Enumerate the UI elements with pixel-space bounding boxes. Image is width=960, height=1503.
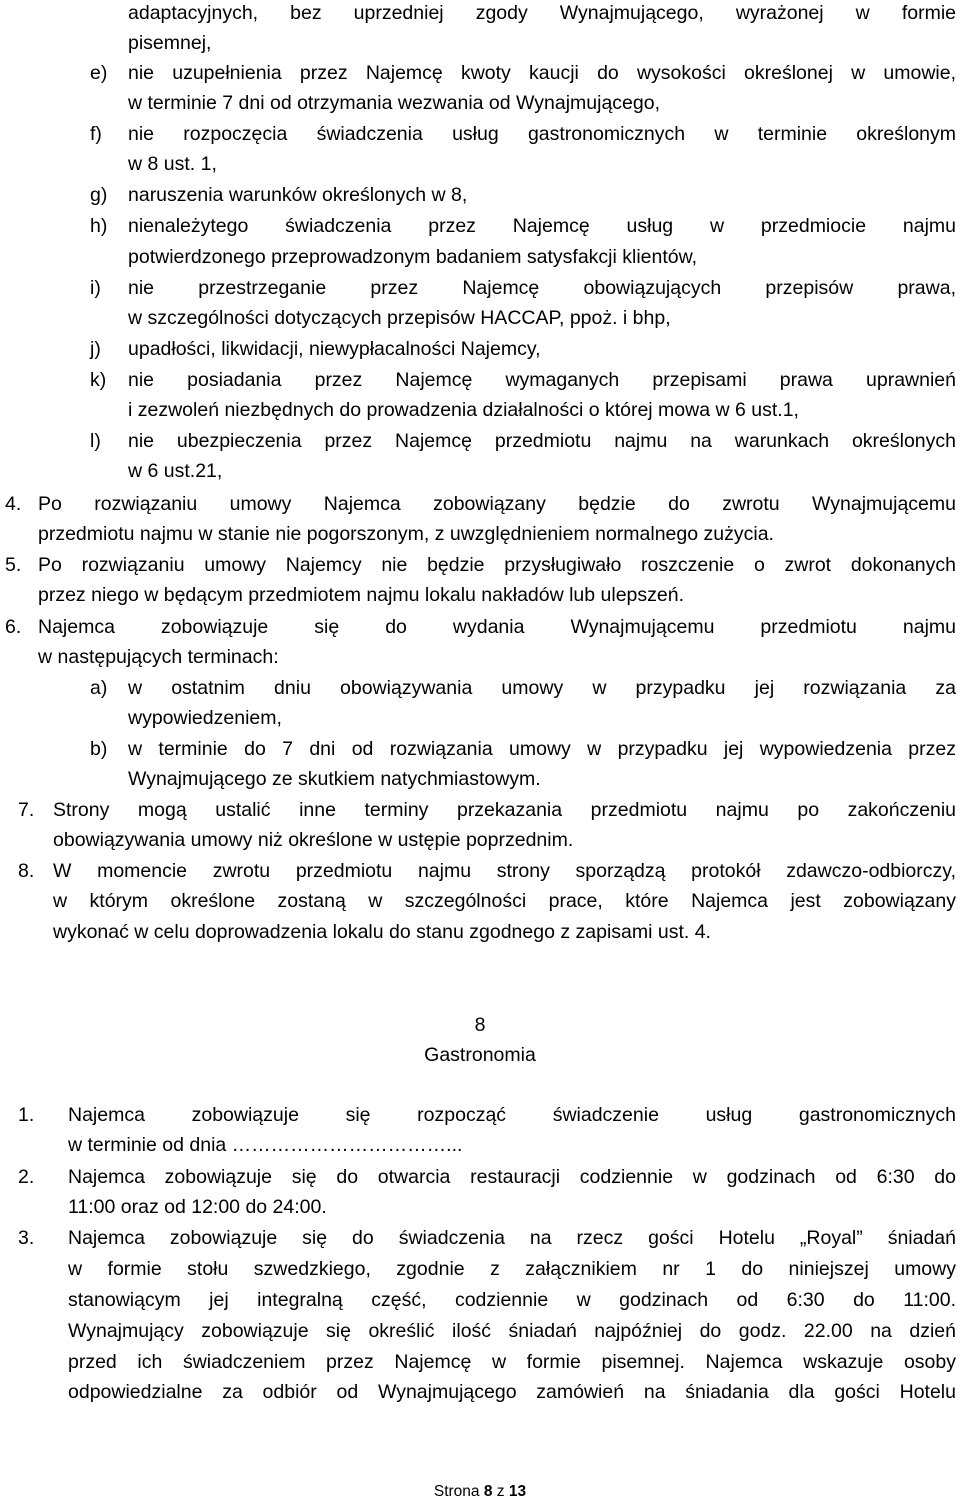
point-label: 6. — [5, 616, 22, 638]
point-label: 5. — [5, 554, 22, 576]
point-line: przed ich świadczeniem przez Najemcę w formie pisemnej. Najemca wskazuje osoby — [68, 1351, 956, 1373]
list-item-line: upadłości, likwidacji, niewypłacalności Najemcy, — [128, 338, 541, 360]
list-item-line: w 8 ust. 1, — [128, 153, 217, 175]
footer-prefix: Strona — [433, 1483, 484, 1500]
footer-page-total: 13 — [508, 1483, 527, 1500]
point-line: odpowiedzialne za odbiór od Wynajmującego zamówień na śniadania dla gości Hotelu — [68, 1381, 956, 1403]
point-line: stanowiącym jej integralną część, codziennie w godzinach od 6:30 do 11:00. — [68, 1289, 956, 1311]
footer-page-number: 8 — [483, 1483, 493, 1500]
list-item-line: nie przestrzeganie przez Najemcę obowiązujących przepisów prawa, — [128, 277, 956, 299]
list-item-line: nienależytego świadczenia przez Najemcę usług w przedmiocie najmu — [128, 215, 956, 237]
point-label: 2. — [18, 1166, 35, 1188]
section-number: 8 — [474, 1014, 486, 1036]
sub-line: w ostatnim dniu obowiązywania umowy w przypadku jej rozwiązania za — [128, 677, 956, 699]
point-line: wykonać w celu doprowadzenia lokalu do stanu zgodnego z zapisami ust. 4. — [53, 921, 711, 943]
point-line: przedmiotu najmu w stanie nie pogorszonym, z uwzględnieniem normalnego zużycia. — [38, 523, 774, 545]
sub-line: wypowiedzeniem, — [128, 707, 282, 729]
list-item-line: nie uzupełnienia przez Najemcę kwoty kaucji do wysokości określonej w umowie, — [128, 62, 956, 84]
page-footer — [0, 1481, 960, 1503]
list-item-line: w terminie 7 dni od otrzymania wezwania od Wynajmującego, — [128, 92, 660, 114]
point-line: Najemca zobowiązuje się do otwarcia restauracji codziennie w godzinach od 6:30 do — [68, 1166, 956, 1188]
continuation-line: pisemnej, — [128, 32, 212, 54]
point-line: w którym określone zostaną w szczególności prace, które Najemca jest zobowiązany — [53, 890, 956, 912]
list-label: i) — [90, 277, 101, 299]
list-item-line: w szczególności dotyczących przepisów HACCAP, ppoż. i bhp, — [128, 307, 671, 329]
point-label: 8. — [18, 860, 35, 882]
continuation-line: adaptacyjnych, bez uprzedniej zgody Wynajmującego, wyrażonej w formie — [128, 2, 956, 24]
section-title: Gastronomia — [424, 1044, 536, 1066]
point-line: Najemca zobowiązuje się rozpocząć świadczenie usług gastronomicznych — [68, 1104, 956, 1126]
point-line: przez niego w będącym przedmiotem najmu lokalu nakładów lub ulepszeń. — [38, 584, 685, 606]
list-item-line: nie posiadania przez Najemcę wymaganych przepisami prawa uprawnień — [128, 369, 956, 391]
list-item-line: naruszenia warunków określonych w 8, — [128, 184, 468, 206]
point-line: Najemca zobowiązuje się do świadczenia na rzecz gości Hotelu „Royal” śniadań — [68, 1227, 956, 1249]
sub-label: a) — [90, 677, 108, 699]
point-line: w formie stołu szwedzkiego, zgodnie z załącznikiem nr 1 do niniejszej umowy — [68, 1258, 956, 1280]
list-label: l) — [90, 430, 101, 452]
sub-line: w terminie do 7 dni od rozwiązania umowy w przypadku jej wypowiedzenia przez — [128, 738, 956, 760]
point-label: 1. — [18, 1104, 35, 1126]
point-line: w następujących terminach: — [38, 646, 279, 668]
list-label: e) — [90, 62, 108, 84]
list-label: h) — [90, 215, 108, 237]
list-item-line: i zezwoleń niezbędnych do prowadzenia działalności o której mowa w 6 ust.1, — [128, 399, 799, 421]
list-item-line: nie ubezpieczenia przez Najemcę przedmiotu najmu na warunkach określonych — [128, 430, 956, 452]
point-line: Strony mogą ustalić inne terminy przekazania przedmiotu najmu po zakończeniu — [53, 799, 956, 821]
list-label: f) — [90, 123, 102, 145]
sub-label: b) — [90, 738, 108, 760]
list-item-line: w 6 ust.21, — [128, 460, 223, 482]
point-line: 11:00 oraz od 12:00 do 24:00. — [68, 1196, 327, 1218]
point-line: Po rozwiązaniu umowy Najemca zobowiązany będzie do zwrotu Wynajmującemu — [38, 493, 956, 515]
point-label: 7. — [18, 799, 35, 821]
list-item-line: nie rozpoczęcia świadczenia usług gastronomicznych w terminie określonym — [128, 123, 956, 145]
point-line: W momencie zwrotu przedmiotu najmu strony sporządzą protokół zdawczo-odbiorczy, — [53, 860, 956, 882]
point-line: w terminie od dnia ……………………………... — [68, 1134, 463, 1156]
footer-separator: z — [492, 1483, 509, 1500]
point-line: Najemca zobowiązuje się do wydania Wynajmującemu przedmiotu najmu — [38, 616, 956, 638]
list-label: k) — [90, 369, 107, 391]
point-line: Wynajmujący zobowiązuje się określić ilość śniadań najpóźniej do godz. 22.00 na dzień — [68, 1320, 956, 1342]
point-label: 4. — [5, 493, 22, 515]
sub-line: Wynajmującego ze skutkiem natychmiastowym. — [128, 768, 541, 790]
list-label: g) — [90, 184, 108, 206]
point-label: 3. — [18, 1227, 35, 1249]
point-line: obowiązywania umowy niż określone w ustępie poprzednim. — [53, 829, 574, 851]
list-item-line: potwierdzonego przeprowadzonym badaniem satysfakcji klientów, — [128, 246, 698, 268]
point-line: Po rozwiązaniu umowy Najemcy nie będzie przysługiwało roszczenie o zwrot dokonanych — [38, 554, 956, 576]
list-label: j) — [90, 338, 101, 360]
